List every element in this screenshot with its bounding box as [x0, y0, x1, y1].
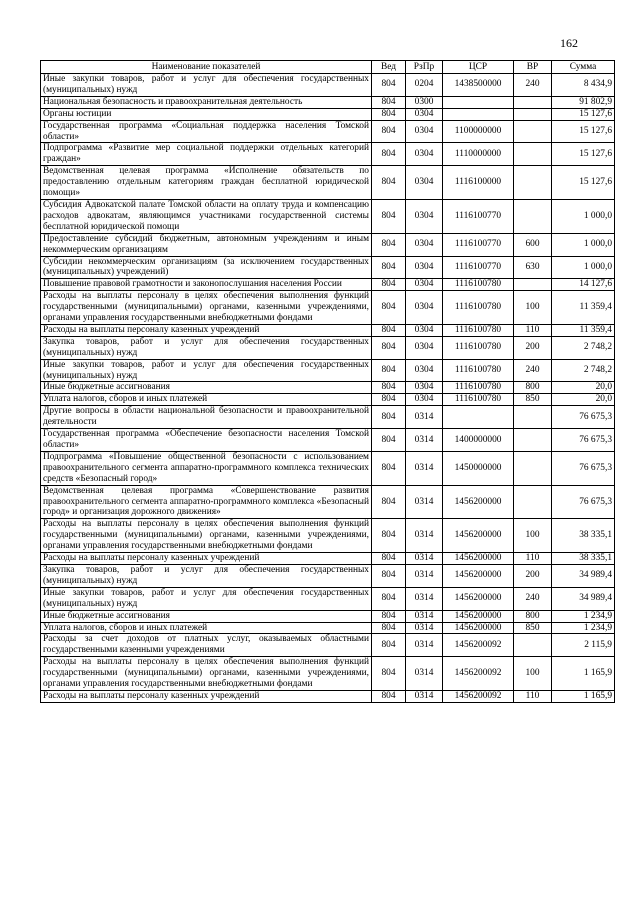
- row-csr: [443, 96, 514, 108]
- row-name: Расходы на выплаты персоналу казенных учреждений: [41, 324, 372, 336]
- row-vr: 100: [514, 657, 552, 691]
- header-vr: ВР: [514, 61, 552, 74]
- row-rzpr: 0304: [406, 324, 443, 336]
- row-ved: 804: [372, 451, 406, 485]
- table-row: [41, 233, 615, 256]
- row-name: Расходы на выплаты персоналу казенных учреждений: [41, 553, 372, 565]
- row-sum: 20,0: [552, 394, 615, 406]
- row-sum: 11 359,4: [552, 324, 615, 336]
- row-rzpr: 0204: [406, 74, 443, 97]
- row-sum: 1 165,9: [552, 657, 615, 691]
- row-vr: 850: [514, 394, 552, 406]
- row-vr: [514, 108, 552, 120]
- row-vr: 110: [514, 690, 552, 702]
- row-sum: 38 335,1: [552, 519, 615, 553]
- table-row: [41, 634, 615, 657]
- row-ved: 804: [372, 587, 406, 610]
- row-ved: 804: [372, 336, 406, 359]
- row-ved: 804: [372, 143, 406, 166]
- table-row: [41, 74, 615, 97]
- row-vr: 100: [514, 519, 552, 553]
- row-ved: 804: [372, 359, 406, 382]
- table-row: [41, 587, 615, 610]
- table-header-row: [41, 61, 615, 74]
- row-sum: 11 359,4: [552, 291, 615, 325]
- row-csr: 1116100780: [443, 324, 514, 336]
- table-row: [41, 610, 615, 622]
- row-ved: 804: [372, 291, 406, 325]
- row-name: Иные закупки товаров, работ и услуг для обеспечения государственных (муниципальных) нужд: [41, 74, 372, 97]
- row-rzpr: 0314: [406, 564, 443, 587]
- row-vr: 200: [514, 564, 552, 587]
- row-sum: 15 127,6: [552, 120, 615, 143]
- table-row: [41, 324, 615, 336]
- budget-table: [40, 60, 615, 703]
- row-csr: 1110000000: [443, 143, 514, 166]
- row-rzpr: 0304: [406, 336, 443, 359]
- row-name: Уплата налогов, сборов и иных платежей: [41, 394, 372, 406]
- row-ved: 804: [372, 690, 406, 702]
- row-csr: 1116100780: [443, 382, 514, 394]
- table-row: [41, 690, 615, 702]
- table-row: [41, 553, 615, 565]
- header-name: Наименование показателей: [41, 61, 372, 74]
- row-name: Закупка товаров, работ и услуг для обеспечения государственных (муниципальных) нужд: [41, 564, 372, 587]
- row-csr: 1400000000: [443, 429, 514, 452]
- row-sum: 15 127,6: [552, 143, 615, 166]
- row-csr: 1438500000: [443, 74, 514, 97]
- row-ved: 804: [372, 394, 406, 406]
- header-csr: ЦСР: [443, 61, 514, 74]
- row-name: Закупка товаров, работ и услуг для обеспечения государственных (муниципальных) нужд: [41, 336, 372, 359]
- row-rzpr: 0314: [406, 657, 443, 691]
- row-csr: 1456200000: [443, 587, 514, 610]
- row-sum: 1 000,0: [552, 256, 615, 279]
- row-vr: 850: [514, 622, 552, 634]
- row-rzpr: 0314: [406, 553, 443, 565]
- row-ved: 804: [372, 564, 406, 587]
- row-ved: 804: [372, 657, 406, 691]
- table-row: [41, 564, 615, 587]
- row-rzpr: 0304: [406, 120, 443, 143]
- row-csr: 1456200000: [443, 519, 514, 553]
- row-csr: 1116100780: [443, 279, 514, 291]
- row-rzpr: 0314: [406, 429, 443, 452]
- row-csr: 1116100770: [443, 256, 514, 279]
- row-name: Ведомственная целевая программа «Исполнение обязательств по предоставлению отдельным категориям граждан бесплатной юридической помощи»: [41, 166, 372, 200]
- row-sum: 1 165,9: [552, 690, 615, 702]
- row-rzpr: 0314: [406, 485, 443, 519]
- row-vr: 240: [514, 359, 552, 382]
- table-row: [41, 406, 615, 429]
- row-rzpr: 0314: [406, 519, 443, 553]
- row-name: Расходы на выплаты персоналу в целях обеспечения выполнения функций государственными (муниципальными) органами, казенными учреждениями, органами управления государственными внебюджетными фондами: [41, 291, 372, 325]
- row-name: Повышение правовой грамотности и законопослушания населения России: [41, 279, 372, 291]
- row-ved: 804: [372, 324, 406, 336]
- row-rzpr: 0300: [406, 96, 443, 108]
- table-row: [41, 120, 615, 143]
- row-name: Подпрограмма «Повышение общественной безопасности с использованием правоохранительного сегмента аппаратно-программного комплекса технических средств «Безопасный город»: [41, 451, 372, 485]
- row-vr: 100: [514, 291, 552, 325]
- row-rzpr: 0304: [406, 233, 443, 256]
- row-name: Субсидии некоммерческим организациям (за исключением государственных (муниципальных) учреждений): [41, 256, 372, 279]
- row-csr: 1116100780: [443, 359, 514, 382]
- row-rzpr: 0304: [406, 382, 443, 394]
- row-rzpr: 0314: [406, 587, 443, 610]
- row-name: Уплата налогов, сборов и иных платежей: [41, 622, 372, 634]
- row-rzpr: 0304: [406, 199, 443, 233]
- row-sum: 91 802,9: [552, 96, 615, 108]
- row-ved: 804: [372, 96, 406, 108]
- row-vr: 800: [514, 610, 552, 622]
- row-ved: 804: [372, 406, 406, 429]
- row-sum: 76 675,3: [552, 406, 615, 429]
- row-vr: 600: [514, 233, 552, 256]
- row-csr: 1456200000: [443, 564, 514, 587]
- row-name: Иные закупки товаров, работ и услуг для обеспечения государственных (муниципальных) нужд: [41, 359, 372, 382]
- row-rzpr: 0314: [406, 634, 443, 657]
- row-name: Государственная программа «Социальная поддержка населения Томской области»: [41, 120, 372, 143]
- page-number: 162: [560, 36, 578, 50]
- row-ved: 804: [372, 279, 406, 291]
- table-row: [41, 96, 615, 108]
- row-vr: [514, 634, 552, 657]
- row-ved: 804: [372, 553, 406, 565]
- row-vr: 110: [514, 324, 552, 336]
- row-vr: [514, 166, 552, 200]
- row-ved: 804: [372, 233, 406, 256]
- row-sum: 20,0: [552, 382, 615, 394]
- row-sum: 15 127,6: [552, 166, 615, 200]
- table-row: [41, 382, 615, 394]
- row-vr: 240: [514, 587, 552, 610]
- row-name: Подпрограмма «Развитие мер социальной поддержки отдельных категорий граждан»: [41, 143, 372, 166]
- row-csr: 1456200000: [443, 485, 514, 519]
- row-rzpr: 0314: [406, 690, 443, 702]
- row-csr: 1116100000: [443, 166, 514, 200]
- row-name: Расходы за счет доходов от платных услуг, оказываемых областными государственными казенными учреждениями: [41, 634, 372, 657]
- row-sum: 34 989,4: [552, 564, 615, 587]
- row-csr: 1116100780: [443, 336, 514, 359]
- table-row: [41, 166, 615, 200]
- row-sum: 2 115,9: [552, 634, 615, 657]
- table-row: [41, 622, 615, 634]
- row-name: Национальная безопасность и правоохранительная деятельность: [41, 96, 372, 108]
- row-vr: [514, 451, 552, 485]
- row-name: Расходы на выплаты персоналу казенных учреждений: [41, 690, 372, 702]
- row-csr: 1116100780: [443, 394, 514, 406]
- table-row: [41, 451, 615, 485]
- row-ved: 804: [372, 120, 406, 143]
- row-name: Другие вопросы в области национальной безопасности и правоохранительной деятельности: [41, 406, 372, 429]
- header-ved: Вед: [372, 61, 406, 74]
- row-rzpr: 0304: [406, 291, 443, 325]
- row-sum: 15 127,6: [552, 108, 615, 120]
- row-name: Органы юстиции: [41, 108, 372, 120]
- table-row: [41, 199, 615, 233]
- row-csr: 1456200092: [443, 657, 514, 691]
- row-sum: 1 234,9: [552, 622, 615, 634]
- row-rzpr: 0304: [406, 394, 443, 406]
- row-rzpr: 0314: [406, 451, 443, 485]
- row-rzpr: 0304: [406, 108, 443, 120]
- row-sum: 14 127,6: [552, 279, 615, 291]
- row-vr: 800: [514, 382, 552, 394]
- row-name: Расходы на выплаты персоналу в целях обеспечения выполнения функций государственными (муниципальными) органами, казенными учреждениями, органами управления государственными внебюджетными фондами: [41, 657, 372, 691]
- row-ved: 804: [372, 108, 406, 120]
- row-csr: 1116100770: [443, 199, 514, 233]
- row-sum: 76 675,3: [552, 451, 615, 485]
- row-sum: 1 000,0: [552, 233, 615, 256]
- table-row: [41, 143, 615, 166]
- row-name: Иные бюджетные ассигнования: [41, 610, 372, 622]
- row-csr: 1456200092: [443, 690, 514, 702]
- row-csr: 1100000000: [443, 120, 514, 143]
- row-sum: 38 335,1: [552, 553, 615, 565]
- row-ved: 804: [372, 622, 406, 634]
- row-csr: 1456200000: [443, 622, 514, 634]
- row-ved: 804: [372, 199, 406, 233]
- row-vr: [514, 406, 552, 429]
- table-row: [41, 336, 615, 359]
- row-sum: 76 675,3: [552, 485, 615, 519]
- row-csr: 1116100780: [443, 291, 514, 325]
- header-sum: Сумма: [552, 61, 615, 74]
- row-vr: [514, 143, 552, 166]
- row-csr: 1450000000: [443, 451, 514, 485]
- row-sum: 1 000,0: [552, 199, 615, 233]
- row-sum: 34 989,4: [552, 587, 615, 610]
- row-rzpr: 0314: [406, 622, 443, 634]
- row-csr: [443, 406, 514, 429]
- row-sum: 1 234,9: [552, 610, 615, 622]
- row-name: Предоставление субсидий бюджетным, автономным учреждениям и иным некоммерческим организациям: [41, 233, 372, 256]
- row-csr: 1456200000: [443, 610, 514, 622]
- table-row: [41, 256, 615, 279]
- row-name: Иные бюджетные ассигнования: [41, 382, 372, 394]
- row-ved: 804: [372, 382, 406, 394]
- row-ved: 804: [372, 485, 406, 519]
- row-vr: 240: [514, 74, 552, 97]
- row-sum: 2 748,2: [552, 359, 615, 382]
- row-ved: 804: [372, 610, 406, 622]
- row-name: Иные закупки товаров, работ и услуг для обеспечения государственных (муниципальных) нужд: [41, 587, 372, 610]
- row-vr: 110: [514, 553, 552, 565]
- row-csr: 1456200000: [443, 553, 514, 565]
- row-vr: [514, 120, 552, 143]
- row-sum: 76 675,3: [552, 429, 615, 452]
- row-name: Расходы на выплаты персоналу в целях обеспечения выполнения функций государственными (муниципальными) органами, казенными учреждениями, органами управления государственными внебюджетными фондами: [41, 519, 372, 553]
- row-rzpr: 0304: [406, 256, 443, 279]
- row-ved: 804: [372, 74, 406, 97]
- table-row: [41, 279, 615, 291]
- row-rzpr: 0304: [406, 166, 443, 200]
- row-csr: 1456200092: [443, 634, 514, 657]
- table-row: [41, 108, 615, 120]
- row-name: Субсидия Адвокатской палате Томской области на оплату труда и компенсацию расходов адвокатам, являющимся участниками государственной системы бесплатной юридической помощи: [41, 199, 372, 233]
- row-name: Государственная программа «Обеспечение безопасности населения Томской области»: [41, 429, 372, 452]
- row-sum: 2 748,2: [552, 336, 615, 359]
- row-rzpr: 0304: [406, 279, 443, 291]
- row-ved: 804: [372, 634, 406, 657]
- row-rzpr: 0304: [406, 359, 443, 382]
- table-row: [41, 359, 615, 382]
- row-vr: 630: [514, 256, 552, 279]
- row-rzpr: 0304: [406, 143, 443, 166]
- table-row: [41, 429, 615, 452]
- row-vr: [514, 96, 552, 108]
- row-rzpr: 0314: [406, 406, 443, 429]
- row-csr: 1116100770: [443, 233, 514, 256]
- header-rzpr: РзПр: [406, 61, 443, 74]
- table-row: [41, 519, 615, 553]
- row-vr: 200: [514, 336, 552, 359]
- row-ved: 804: [372, 256, 406, 279]
- row-ved: 804: [372, 429, 406, 452]
- row-vr: [514, 429, 552, 452]
- table-row: [41, 485, 615, 519]
- row-sum: 8 434,9: [552, 74, 615, 97]
- row-name: Ведомственная целевая программа «Совершенствование развития правоохранительного сегмента аппаратно-программного комплекса «Безопасный город» и организация дорожного движения»: [41, 485, 372, 519]
- row-ved: 804: [372, 519, 406, 553]
- table-row: [41, 657, 615, 691]
- row-vr: [514, 199, 552, 233]
- row-ved: 804: [372, 166, 406, 200]
- row-vr: [514, 485, 552, 519]
- table-row: [41, 291, 615, 325]
- row-csr: [443, 108, 514, 120]
- row-rzpr: 0314: [406, 610, 443, 622]
- table-row: [41, 394, 615, 406]
- row-vr: [514, 279, 552, 291]
